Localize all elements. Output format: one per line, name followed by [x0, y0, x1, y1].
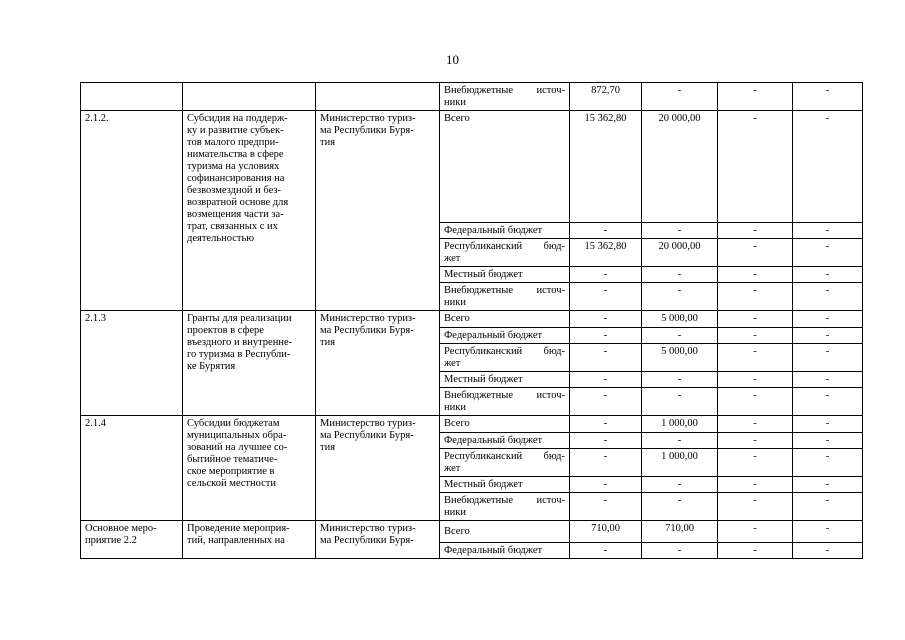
- source-line: Внебюджетные источ-: [444, 390, 565, 401]
- executor-line: тия: [320, 137, 336, 148]
- name-line: безвозмездной и без-: [187, 185, 282, 196]
- value-cell: -: [718, 433, 793, 449]
- source-line: Республиканский бюд-: [444, 241, 565, 252]
- value-cell: -: [793, 477, 863, 493]
- value-cell: -: [793, 311, 863, 328]
- code-cell: 2.1.3: [81, 311, 183, 416]
- value-cell: -: [642, 493, 718, 521]
- value-cell: -: [642, 328, 718, 344]
- name-line: Проведение мероприя-: [187, 523, 290, 534]
- value-cell: -: [793, 372, 863, 388]
- executor-line: Министерство туриз-: [320, 313, 416, 324]
- name-line: Гранты для реализации: [187, 313, 292, 324]
- name-cell: [183, 521, 316, 559]
- source-cell: Федеральный бюджет: [440, 223, 570, 239]
- executor-line: ма Республики Буря-: [320, 430, 414, 441]
- value-cell: -: [718, 543, 793, 559]
- value-cell: 20 000,00: [642, 111, 718, 223]
- value-cell: 5 000,00: [642, 344, 718, 372]
- table-row: [81, 311, 863, 328]
- source-cell: [440, 493, 570, 521]
- source-cell: Федеральный бюджет: [440, 328, 570, 344]
- value-cell: -: [718, 111, 793, 223]
- name-cell: [183, 111, 316, 311]
- value-cell: -: [793, 416, 863, 433]
- name-line: зований на лучшее со-: [187, 442, 288, 453]
- executor-cell: [316, 416, 440, 521]
- value-cell: -: [793, 111, 863, 223]
- value-cell: -: [718, 223, 793, 239]
- source-cell: Всего: [440, 111, 570, 223]
- executor-cell: [316, 111, 440, 311]
- value-cell: -: [570, 543, 642, 559]
- name-line: нимательства в сфере: [187, 149, 284, 160]
- code-line: приятие 2.2: [85, 535, 137, 546]
- table-row: [81, 83, 863, 111]
- source-line: Внебюджетные источ-: [444, 495, 565, 506]
- value-cell: 710,00: [642, 521, 718, 543]
- value-cell: -: [642, 223, 718, 239]
- value-cell: -: [793, 344, 863, 372]
- code-cell: 2.1.4: [81, 416, 183, 521]
- value-cell: -: [718, 83, 793, 111]
- value-cell: -: [570, 493, 642, 521]
- value-cell: -: [718, 416, 793, 433]
- executor-line: Министерство туриз-: [320, 418, 416, 429]
- table-row: [81, 111, 863, 223]
- value-cell: 15 362,80: [570, 239, 642, 267]
- executor-line: Министерство туриз-: [320, 523, 416, 534]
- source-line: жет: [444, 463, 461, 474]
- executor-line: ма Республики Буря-: [320, 325, 414, 336]
- table-row: [81, 521, 863, 543]
- source-cell: Всего: [440, 521, 570, 543]
- code-cell: 2.1.2.: [81, 111, 183, 311]
- table-row: [81, 416, 863, 433]
- value-cell: -: [642, 433, 718, 449]
- source-cell: Местный бюджет: [440, 372, 570, 388]
- value-cell: -: [642, 388, 718, 416]
- source-cell: [440, 344, 570, 372]
- value-cell: -: [570, 388, 642, 416]
- value-cell: 710,00: [570, 521, 642, 543]
- value-cell: -: [718, 239, 793, 267]
- name-line: Субсидия на поддерж-: [187, 113, 288, 124]
- name-line: тий, направленных на: [187, 535, 285, 546]
- name-line: ке Бурятия: [187, 361, 236, 372]
- name-line: возвратной основе для: [187, 197, 289, 208]
- value-cell: -: [642, 83, 718, 111]
- name-line: муниципальных обра-: [187, 430, 287, 441]
- value-cell: -: [570, 477, 642, 493]
- name-line: тов малого предпри-: [187, 137, 279, 148]
- source-line: ники: [444, 297, 466, 308]
- value-cell: -: [718, 283, 793, 311]
- source-cell: [440, 388, 570, 416]
- value-cell: -: [642, 372, 718, 388]
- value-cell: -: [718, 477, 793, 493]
- value-cell: -: [718, 388, 793, 416]
- value-cell: -: [642, 283, 718, 311]
- value-cell: 1 000,00: [642, 449, 718, 477]
- name-line: бытийное тематиче-: [187, 454, 278, 465]
- name-cell: [183, 311, 316, 416]
- name-cell: [183, 416, 316, 521]
- value-cell: 1 000,00: [642, 416, 718, 433]
- name-line: туризма на условиях: [187, 161, 280, 172]
- name-line: софинансирования на: [187, 173, 285, 184]
- executor-cell: [316, 311, 440, 416]
- value-cell: -: [793, 223, 863, 239]
- name-line: возмещения части за-: [187, 209, 284, 220]
- name-line: ское мероприятие в: [187, 466, 275, 477]
- value-cell: -: [793, 239, 863, 267]
- value-cell: 20 000,00: [642, 239, 718, 267]
- value-cell: -: [793, 388, 863, 416]
- executor-cell: [316, 521, 440, 559]
- value-cell: -: [570, 344, 642, 372]
- value-cell: -: [718, 521, 793, 543]
- source-cell: [440, 83, 570, 111]
- executor-cell: [316, 83, 440, 111]
- source-cell: Федеральный бюджет: [440, 543, 570, 559]
- source-line: жет: [444, 253, 461, 264]
- executor-line: Министерство туриз-: [320, 113, 416, 124]
- name-line: въездного и внутренне-: [187, 337, 293, 348]
- executor-line: ма Республики Буря-: [320, 535, 414, 546]
- value-cell: -: [570, 283, 642, 311]
- value-cell: -: [570, 433, 642, 449]
- name-line: ку и развитие субъек-: [187, 125, 284, 136]
- value-cell: -: [570, 267, 642, 283]
- value-cell: -: [718, 311, 793, 328]
- name-cell: [183, 83, 316, 111]
- source-cell: [440, 283, 570, 311]
- name-line: трат, связанных с их: [187, 221, 278, 232]
- value-cell: 872,70: [570, 83, 642, 111]
- value-cell: -: [570, 328, 642, 344]
- code-cell: [81, 83, 183, 111]
- value-cell: -: [793, 543, 863, 559]
- value-cell: -: [793, 83, 863, 111]
- source-line: ники: [444, 507, 466, 518]
- source-line: Республиканский бюд-: [444, 451, 565, 462]
- source-line: ники: [444, 402, 466, 413]
- name-line: сельской местности: [187, 478, 277, 489]
- name-line: Субсидии бюджетам: [187, 418, 280, 429]
- source-line: Внебюджетные источ-: [444, 285, 565, 296]
- executor-line: тия: [320, 337, 336, 348]
- page-number: 10: [446, 52, 459, 67]
- budget-table: [80, 82, 863, 559]
- source-cell: [440, 239, 570, 267]
- value-cell: -: [718, 449, 793, 477]
- executor-line: тия: [320, 442, 336, 453]
- value-cell: 15 362,80: [570, 111, 642, 223]
- value-cell: -: [570, 449, 642, 477]
- value-cell: -: [718, 344, 793, 372]
- value-cell: -: [570, 372, 642, 388]
- value-cell: -: [570, 223, 642, 239]
- value-cell: -: [793, 449, 863, 477]
- source-cell: Местный бюджет: [440, 267, 570, 283]
- source-line: Внебюджетные источ-: [444, 85, 565, 96]
- name-line: проектов в сфере: [187, 325, 264, 336]
- value-cell: -: [642, 267, 718, 283]
- value-cell: 5 000,00: [642, 311, 718, 328]
- value-cell: -: [793, 328, 863, 344]
- value-cell: -: [793, 267, 863, 283]
- source-cell: Федеральный бюджет: [440, 433, 570, 449]
- source-cell: Всего: [440, 416, 570, 433]
- value-cell: -: [793, 493, 863, 521]
- source-cell: [440, 449, 570, 477]
- value-cell: -: [718, 267, 793, 283]
- value-cell: -: [570, 311, 642, 328]
- value-cell: -: [793, 283, 863, 311]
- source-line: ники: [444, 97, 466, 108]
- source-cell: Всего: [440, 311, 570, 328]
- value-cell: -: [718, 493, 793, 521]
- source-line: Республиканский бюд-: [444, 346, 565, 357]
- code-cell: [81, 521, 183, 559]
- executor-line: ма Республики Буря-: [320, 125, 414, 136]
- value-cell: -: [570, 416, 642, 433]
- source-line: жет: [444, 358, 461, 369]
- value-cell: -: [718, 328, 793, 344]
- name-line: го туризма в Республи-: [187, 349, 291, 360]
- value-cell: -: [642, 477, 718, 493]
- source-cell: Местный бюджет: [440, 477, 570, 493]
- code-line: Основное меро-: [85, 523, 157, 534]
- value-cell: -: [793, 521, 863, 543]
- value-cell: -: [642, 543, 718, 559]
- name-line: деятельностью: [187, 233, 255, 244]
- value-cell: -: [718, 372, 793, 388]
- value-cell: -: [793, 433, 863, 449]
